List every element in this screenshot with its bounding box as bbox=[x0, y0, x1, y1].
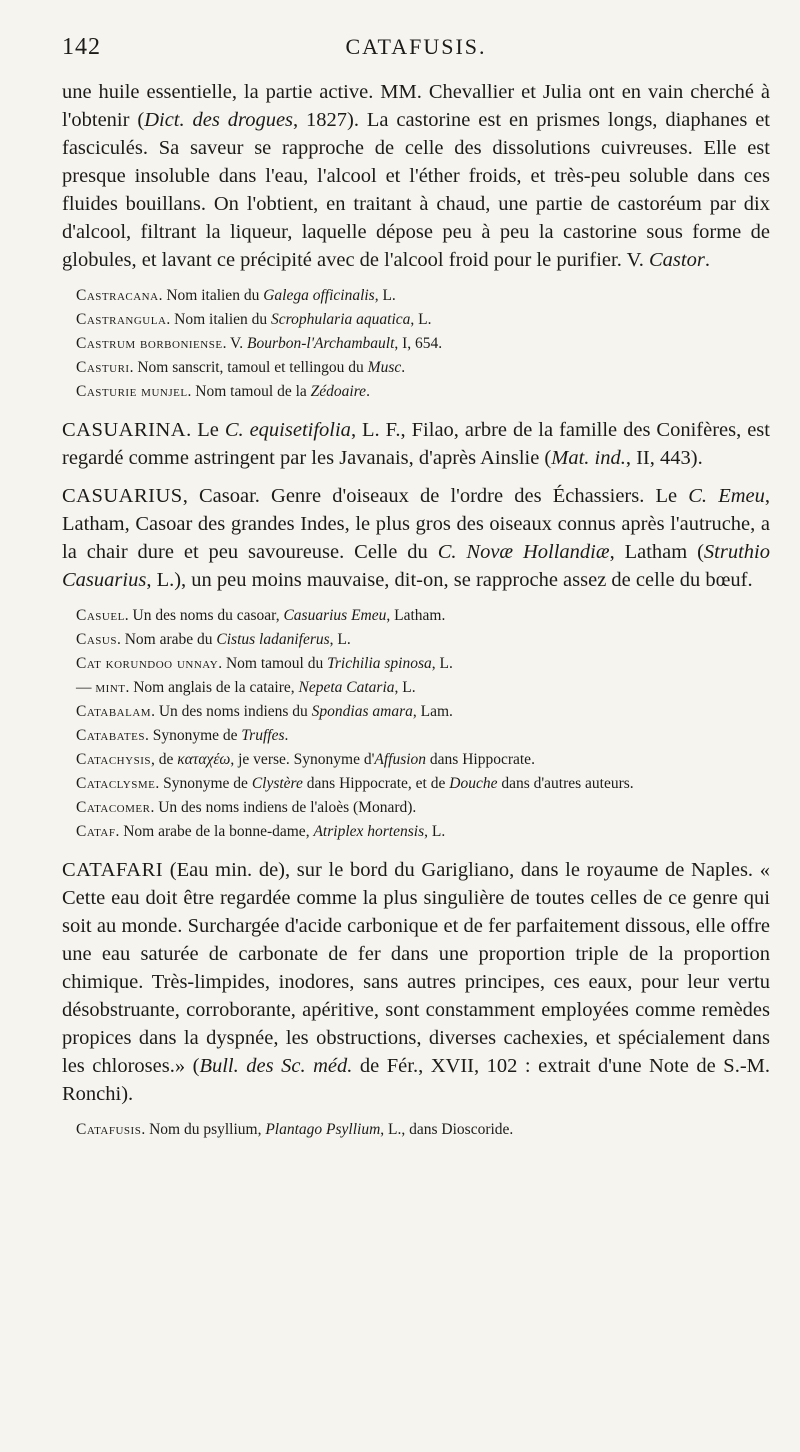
minor-entry-headword: Cataclysme bbox=[76, 775, 156, 792]
paragraph-text: . bbox=[704, 249, 710, 271]
italic-text: Mat. ind. bbox=[551, 447, 626, 469]
minor-entry bbox=[62, 380, 770, 404]
minor-entry bbox=[62, 628, 770, 652]
minor-entry-headword: mint bbox=[95, 679, 126, 696]
minor-entry bbox=[62, 772, 770, 796]
italic-text: Bourbon-l'Archambault bbox=[246, 335, 395, 352]
paragraph-text: une huile essentielle, la partie active. MM. Chevallier et Julia ont en vain cherché à l'obtenir ( bbox=[62, 81, 770, 131]
entry-text: . Nom tamoul du bbox=[218, 655, 328, 672]
paragraph-text: , Latham, Casoar des grandes Indes, le plus gros des oiseaux connus après l'autruche, a la chair dure et peu savoureuse. Celle du bbox=[62, 485, 770, 563]
entry-text: . Nom italien du bbox=[166, 311, 272, 328]
minor-entry-headword: Casuel bbox=[76, 607, 125, 624]
paragraph-text: , 1827). La castorine est en prismes longs, diaphanes et fasciculés. Sa saveur se rapproche de celle des dissolutions cuivreuses. Elle est presque insoluble dans l'eau, l'alcool et l'éther froids, et très-peu soluble dans ces fluides bouillans. On l'obtient, en traitant à chaud, une partie de castoréum par dix d'alcool, filtrant la liqueur, laquelle dépose peu à peu la castorine sous forme de globules, et lavant ce précipité avec de l'alcool froid pour le purifier. V. bbox=[62, 109, 770, 271]
paragraph-text: , L.), un peu moins mauvaise, dit-on, se rapproche assez de celle du bœuf. bbox=[146, 569, 753, 591]
minor-entry bbox=[62, 820, 770, 844]
paragraph-text: , Casoar. Genre d'oiseaux de l'ordre des Échassiers. Le bbox=[182, 485, 689, 507]
paragraph-text: , L. F., Filao, arbre de la famille des Conifères, est regardé comme astringent par les Javanais, d'après Ainslie ( bbox=[62, 419, 770, 469]
minor-entry-headword: Castrum borboniense bbox=[76, 335, 223, 352]
italic-text: Trichilia spinosa bbox=[327, 655, 432, 672]
italic-text: Galega officinalis bbox=[263, 287, 375, 304]
page-header bbox=[62, 34, 770, 72]
entry-text: , L. bbox=[374, 287, 396, 304]
entry-text: . Nom anglais de la cataire, bbox=[125, 679, 299, 696]
minor-entry bbox=[62, 748, 770, 772]
paragraph-text: (Eau min. de), sur le bord du Garigliano, dans le royaume de Naples. « Cette eau doit être regardée comme la plus singulière de toutes celles de ce genre qui soit au monde. Surchargée d'acide carbonique et de fer parfaitement dissous, elle offre une eau saturée de carbonate de fer dans une proportion triple de la proportion chimique. Très-limpides, inodores, sans autres principes, ces eaux, pour leur vertu désobstruante, corroborante, apéritive, sont constamment employées comme remèdes propices dans la dyspnée, les obstructions, diverses cachexies, et spécialement dans les chloroses.» ( bbox=[62, 859, 770, 1077]
entry-text: . Nom italien du bbox=[158, 287, 264, 304]
entry-text: . Nom tamoul de la bbox=[187, 383, 311, 400]
entry-headword: CASUARINA bbox=[62, 419, 187, 441]
italic-text: Plantago Psyllium bbox=[265, 1121, 381, 1138]
minor-entry bbox=[62, 332, 770, 356]
entry-text: . Un des noms indiens de l'aloès (Monard). bbox=[150, 799, 417, 816]
entry-text: dans d'autres auteurs. bbox=[497, 775, 634, 792]
italic-text: Spondias amara bbox=[311, 703, 413, 720]
minor-entry bbox=[62, 356, 770, 380]
paragraph-text: , Latham ( bbox=[609, 541, 704, 563]
minor-entry-headword: Cataf bbox=[76, 823, 116, 840]
entry-text: dans Hippocrate, et de bbox=[302, 775, 450, 792]
minor-entry bbox=[62, 700, 770, 724]
entry-text: . Nom sanscrit, tamoul et tellingou du bbox=[129, 359, 368, 376]
entry-text: , je verse. Synonyme d' bbox=[230, 751, 375, 768]
entry-text: . Un des noms indiens du bbox=[151, 703, 312, 720]
italic-text: Zédoaire bbox=[310, 383, 367, 400]
minor-entry-headword: Casus bbox=[76, 631, 117, 648]
minor-entry bbox=[62, 724, 770, 748]
entry-text: , L. bbox=[424, 823, 446, 840]
entry-text: . Un des noms du casoar, bbox=[124, 607, 284, 624]
italic-text: Atriplex hortensis bbox=[313, 823, 425, 840]
minor-entry-headword: Catachysis bbox=[76, 751, 151, 768]
italic-text: Douche bbox=[449, 775, 498, 792]
entry-text: , Latham. bbox=[386, 607, 446, 624]
entry-text: . Synonyme de bbox=[155, 775, 252, 792]
entry-text: , L. bbox=[329, 631, 351, 648]
minor-entry-headword: Casturi bbox=[76, 359, 130, 376]
italic-text: Dict. des drogues bbox=[144, 109, 294, 131]
italic-text: Casuarius Emeu bbox=[283, 607, 387, 624]
minor-entry-headword: Castracana bbox=[76, 287, 159, 304]
italic-text: C. Novæ Hollandiæ bbox=[437, 541, 610, 563]
entry-text: dans Hippocrate. bbox=[426, 751, 535, 768]
entry-text: . bbox=[366, 383, 370, 400]
entry-text: , de bbox=[150, 751, 178, 768]
minor-entry bbox=[62, 308, 770, 332]
article-paragraph bbox=[62, 482, 770, 594]
minor-entries-list bbox=[62, 284, 770, 404]
italic-text: Castor bbox=[648, 249, 705, 271]
paragraph-text: de Fér., XVII, 102 : extrait d'une Note de S.-M. Ronchi). bbox=[62, 1055, 770, 1105]
italic-text: Nepeta Cataria bbox=[298, 679, 395, 696]
entry-text: , L., dans Dioscoride. bbox=[380, 1121, 514, 1138]
entry-headword: CASUARIUS bbox=[62, 485, 183, 507]
minor-entry-headword: Casturie munjel bbox=[76, 383, 188, 400]
paragraph-text: , II, 443). bbox=[625, 447, 703, 469]
minor-entry-headword: Cat korundoo unnay bbox=[76, 655, 219, 672]
minor-entry bbox=[62, 604, 770, 628]
minor-entry bbox=[62, 1118, 770, 1142]
running-head: CATAFUSIS. bbox=[345, 34, 487, 59]
entry-text: . Nom arabe de la bonne-dame, bbox=[115, 823, 314, 840]
italic-text: Bull. des Sc. méd. bbox=[199, 1055, 353, 1077]
italic-text: καταχέω bbox=[177, 751, 231, 768]
entry-text: , L. bbox=[431, 655, 453, 672]
minor-entry-headword: Catabalam bbox=[76, 703, 152, 720]
italic-text: C. equisetifolia bbox=[224, 419, 351, 441]
entry-headword: CATAFARI bbox=[62, 859, 164, 881]
article-paragraph bbox=[62, 856, 770, 1108]
minor-entry bbox=[62, 796, 770, 820]
minor-entry-headword: Catafusis bbox=[76, 1121, 142, 1138]
entry-text: . Nom arabe du bbox=[116, 631, 217, 648]
entry-text: . bbox=[284, 727, 289, 744]
entry-text: , I, 654. bbox=[394, 335, 443, 352]
entry-text: — bbox=[76, 679, 96, 696]
entry-text: . V. bbox=[222, 335, 247, 352]
minor-entry bbox=[62, 652, 770, 676]
italic-text: Affusion bbox=[374, 751, 427, 768]
italic-text: Musc bbox=[367, 359, 402, 376]
article-paragraph bbox=[62, 416, 770, 472]
minor-entry-headword: Catacomer bbox=[76, 799, 151, 816]
italic-text: C. Emeu bbox=[688, 485, 765, 507]
entry-text: , Lam. bbox=[412, 703, 453, 720]
entry-text: , L. bbox=[394, 679, 416, 696]
entry-text: . Synonyme de bbox=[144, 727, 242, 744]
paragraph-text: . Le bbox=[186, 419, 225, 441]
minor-entry-headword: Castrangula bbox=[76, 311, 167, 328]
italic-text: Scrophularia aquatica bbox=[271, 311, 411, 328]
italic-text: Truffes bbox=[241, 727, 285, 744]
minor-entry-headword: Catabates bbox=[76, 727, 145, 744]
article-paragraph bbox=[62, 78, 770, 274]
entry-text: . bbox=[401, 359, 406, 376]
page-content bbox=[62, 78, 770, 1142]
entry-text: . Nom du psyllium, bbox=[141, 1121, 266, 1138]
page-number: 142 bbox=[62, 34, 101, 60]
minor-entry bbox=[62, 284, 770, 308]
entry-text: , L. bbox=[410, 311, 432, 328]
minor-entry bbox=[62, 676, 770, 700]
minor-entries-list bbox=[62, 1118, 770, 1142]
minor-entries-list bbox=[62, 604, 770, 844]
italic-text: Struthio Casuarius bbox=[62, 541, 770, 591]
italic-text: Clystère bbox=[251, 775, 303, 792]
italic-text: Cistus ladaniferus bbox=[216, 631, 330, 648]
